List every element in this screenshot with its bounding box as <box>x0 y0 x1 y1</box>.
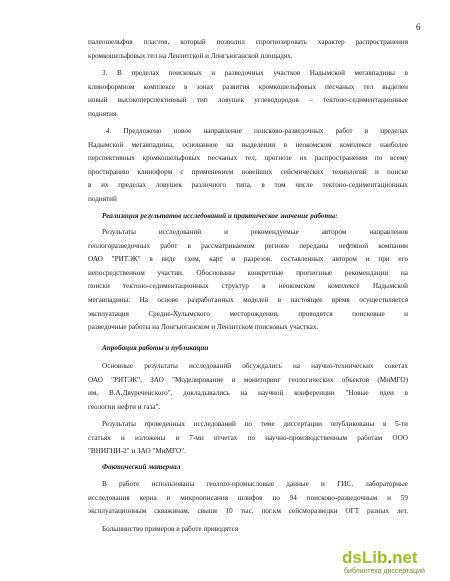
text-line: мегавпадины. На основе разработанных моделей в настоящее время осуществляется <box>88 295 408 304</box>
text-line: в их пределах ловушек различного типа, в том числе тектоно-седиментационных <box>88 181 408 190</box>
paragraph-realization <box>88 226 408 335</box>
watermark-subtitle: библиотека диссертаций <box>344 568 425 575</box>
text-line: непосредственном участии. Обоснованы конкретные прогнозные рекомендации на <box>88 268 408 277</box>
text-line: кромкошельфовых тел на Лензитской и Лонгъюганской площадях. <box>88 51 293 60</box>
text-line: ОАО "РИТЭК" в виде схем, карт и разрезов, составленных автором и при его <box>88 255 408 264</box>
paragraph-last <box>88 523 408 537</box>
text-line: перспективных кромкошельфовых песчаных тел, прогнозе их распространения по всему <box>88 154 408 163</box>
text-line: им. В.А.Двуреченского", докладывались на научной конференции "Новые идеи в <box>88 389 408 398</box>
text-line: ОАО "РИТЭК", ЗАО "Моделирование и мониторинг геологических объектов (МиМГО) <box>88 375 408 384</box>
section-heading: Фактический материал <box>102 463 181 471</box>
text-line: эксплуатационным скважинам, свыше 10 тыс. пог.км сейсморазведки ОГТ разных лет. <box>88 507 408 516</box>
section-heading: Реализация результатов исследований и практическое значение работы: <box>102 212 338 220</box>
text-line: Результаты проведенных исследований по теме диссертации опубликованы в 5-ти <box>102 420 408 428</box>
text-line: поднятия. <box>88 109 119 118</box>
page-number: 6 <box>416 22 421 32</box>
heading-material <box>88 461 408 475</box>
paragraph-item-4 <box>88 125 408 207</box>
text-line: исследования керна и микроописания шлифов по 94 поисково-разведочным и 59 <box>88 493 408 502</box>
text-line: поднятий <box>88 194 117 203</box>
text-line: Надымской мегавпадины, основанное на выделении в неокомском комплексе наиболее <box>88 140 408 149</box>
section-heading: Апробация работы и публикации <box>102 344 209 352</box>
heading-approbation <box>88 342 408 356</box>
text-line: Результаты исследований и рекомендуемые автором направления <box>102 228 408 236</box>
text-line: геологии нефти и газа". <box>88 402 161 411</box>
text-line: Основные результаты исследований обсуждались на научно-технических советах <box>102 362 408 370</box>
paragraph-approbation <box>88 360 408 414</box>
heading-realization <box>88 210 408 224</box>
text-line: простиранию клиноформ с применением новейших сейсмических технологий и поиске <box>88 167 408 176</box>
text-line: геологоразведочных работ в рассматриваемом регионе переданы нефтяной компании <box>88 241 408 250</box>
text-line: клиноформном комплексе в зонах развития кромкошельфовых песчаных тел выделен <box>88 82 408 91</box>
logo-main: dsLib <box>342 548 388 567</box>
text-line: поиски тектоно-седиментационных структур в неокомском комплексе Надымской <box>88 282 408 291</box>
site-watermark <box>342 548 446 578</box>
paragraph-publications <box>88 418 408 459</box>
logo-dot: . <box>387 548 393 567</box>
text-line: "ВНИГНИ-2" и ЗАО "МиМГО". <box>88 447 186 456</box>
text-line: статьях и изложены в 7-ми отчетах по научно-производственным работам ООО <box>88 433 408 442</box>
text-line: новый высокоперспективный тип ловушек углеводородов – тектоно-седиментационные <box>88 96 408 105</box>
text-line: разведочные работы на Лонгъюганском и Лензитском поисковых участках. <box>88 323 319 332</box>
text-line: В работе использованы геолого-промысловые данные и ГИС, лабораторные <box>102 480 408 488</box>
watermark-logo <box>342 548 418 568</box>
text-line: Большинство примеров в работе приводятся <box>102 525 239 533</box>
paragraph-top <box>88 36 408 63</box>
text-line: эксплуатация Средне-Хулымского месторождения, проводятся поисковые и <box>88 309 408 318</box>
text-line: 3. В пределах поисковых и разведочных участков Надымской мегавпадины в <box>102 69 408 77</box>
logo-tld: net <box>392 548 418 567</box>
paragraph-item-3 <box>88 67 408 121</box>
paragraph-material <box>88 478 408 519</box>
text-line: палеошельфов пластов, который позволил спрогнозировать характер распространения <box>88 38 408 46</box>
text-line: 4. Предложено новое направление поисково-разведочных работ в пределах <box>106 127 408 135</box>
